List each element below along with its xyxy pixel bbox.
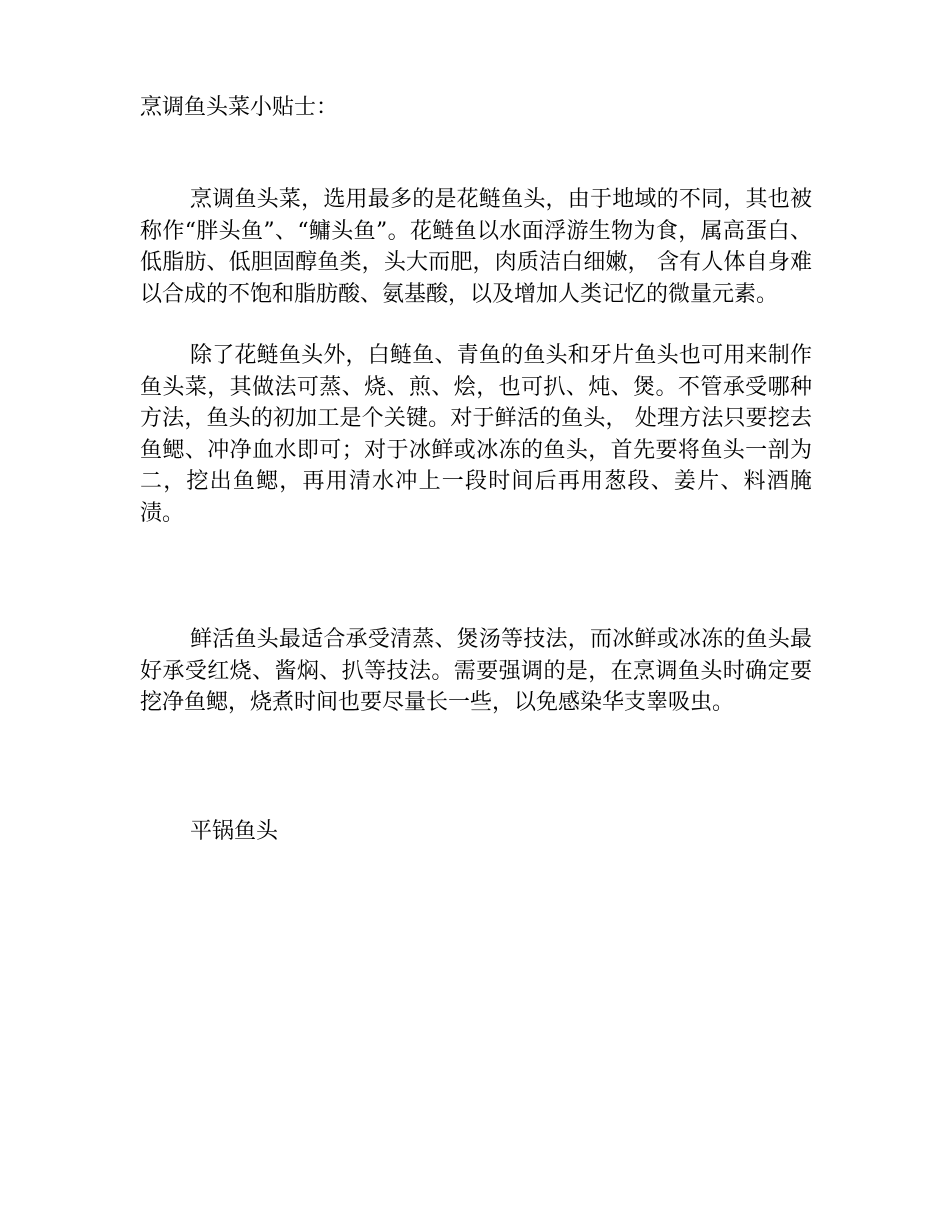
paragraph-fish-head-intro: 烹调鱼头菜，选用最多的是花鲢鱼头，由于地域的不同，其也被称作“胖头鱼”、“鳙头鱼”。花鲢鱼以水面浮游生物为食，属高蛋白、低脂肪、低胆固醇鱼类，头大而肥，肉质洁白细嫩， 含有人体自身难以合成的不饱和脂肪酸、氨基酸，以及增加人类记忆的微量元素。 — [140, 187, 812, 307]
recipe-subheading: 平锅鱼头 — [190, 819, 279, 844]
paragraph-cooking-techniques: 鲜活鱼头最适合承受清蒸、煲汤等技法，而冰鲜或冰冻的鱼头最好承受红烧、酱焖、扒等技法。需要强调的是，在烹调鱼头时确定要挖净鱼鳃，烧煮时间也要尽量长一些，以免感染华支睾吸虫。 — [140, 627, 812, 715]
document-heading: 烹调鱼头菜小贴士： — [140, 95, 339, 120]
paragraph-preparation-methods: 除了花鲢鱼头外，白鲢鱼、青鱼的鱼头和牙片鱼头也可用来制作鱼头菜，其做法可蒸、烧、煎、烩，也可扒、炖、煲。不管承受哪种方法，鱼头的初加工是个关键。对于鲜活的鱼头， 处理方法只要挖去鱼鳃、冲净血水即可；对于冰鲜或冰冻的鱼头，首先要将鱼头一剖为二，挖出鱼鳃，再用清水冲上一段时间后再用葱段、姜片、料酒腌渍。 — [140, 343, 812, 526]
